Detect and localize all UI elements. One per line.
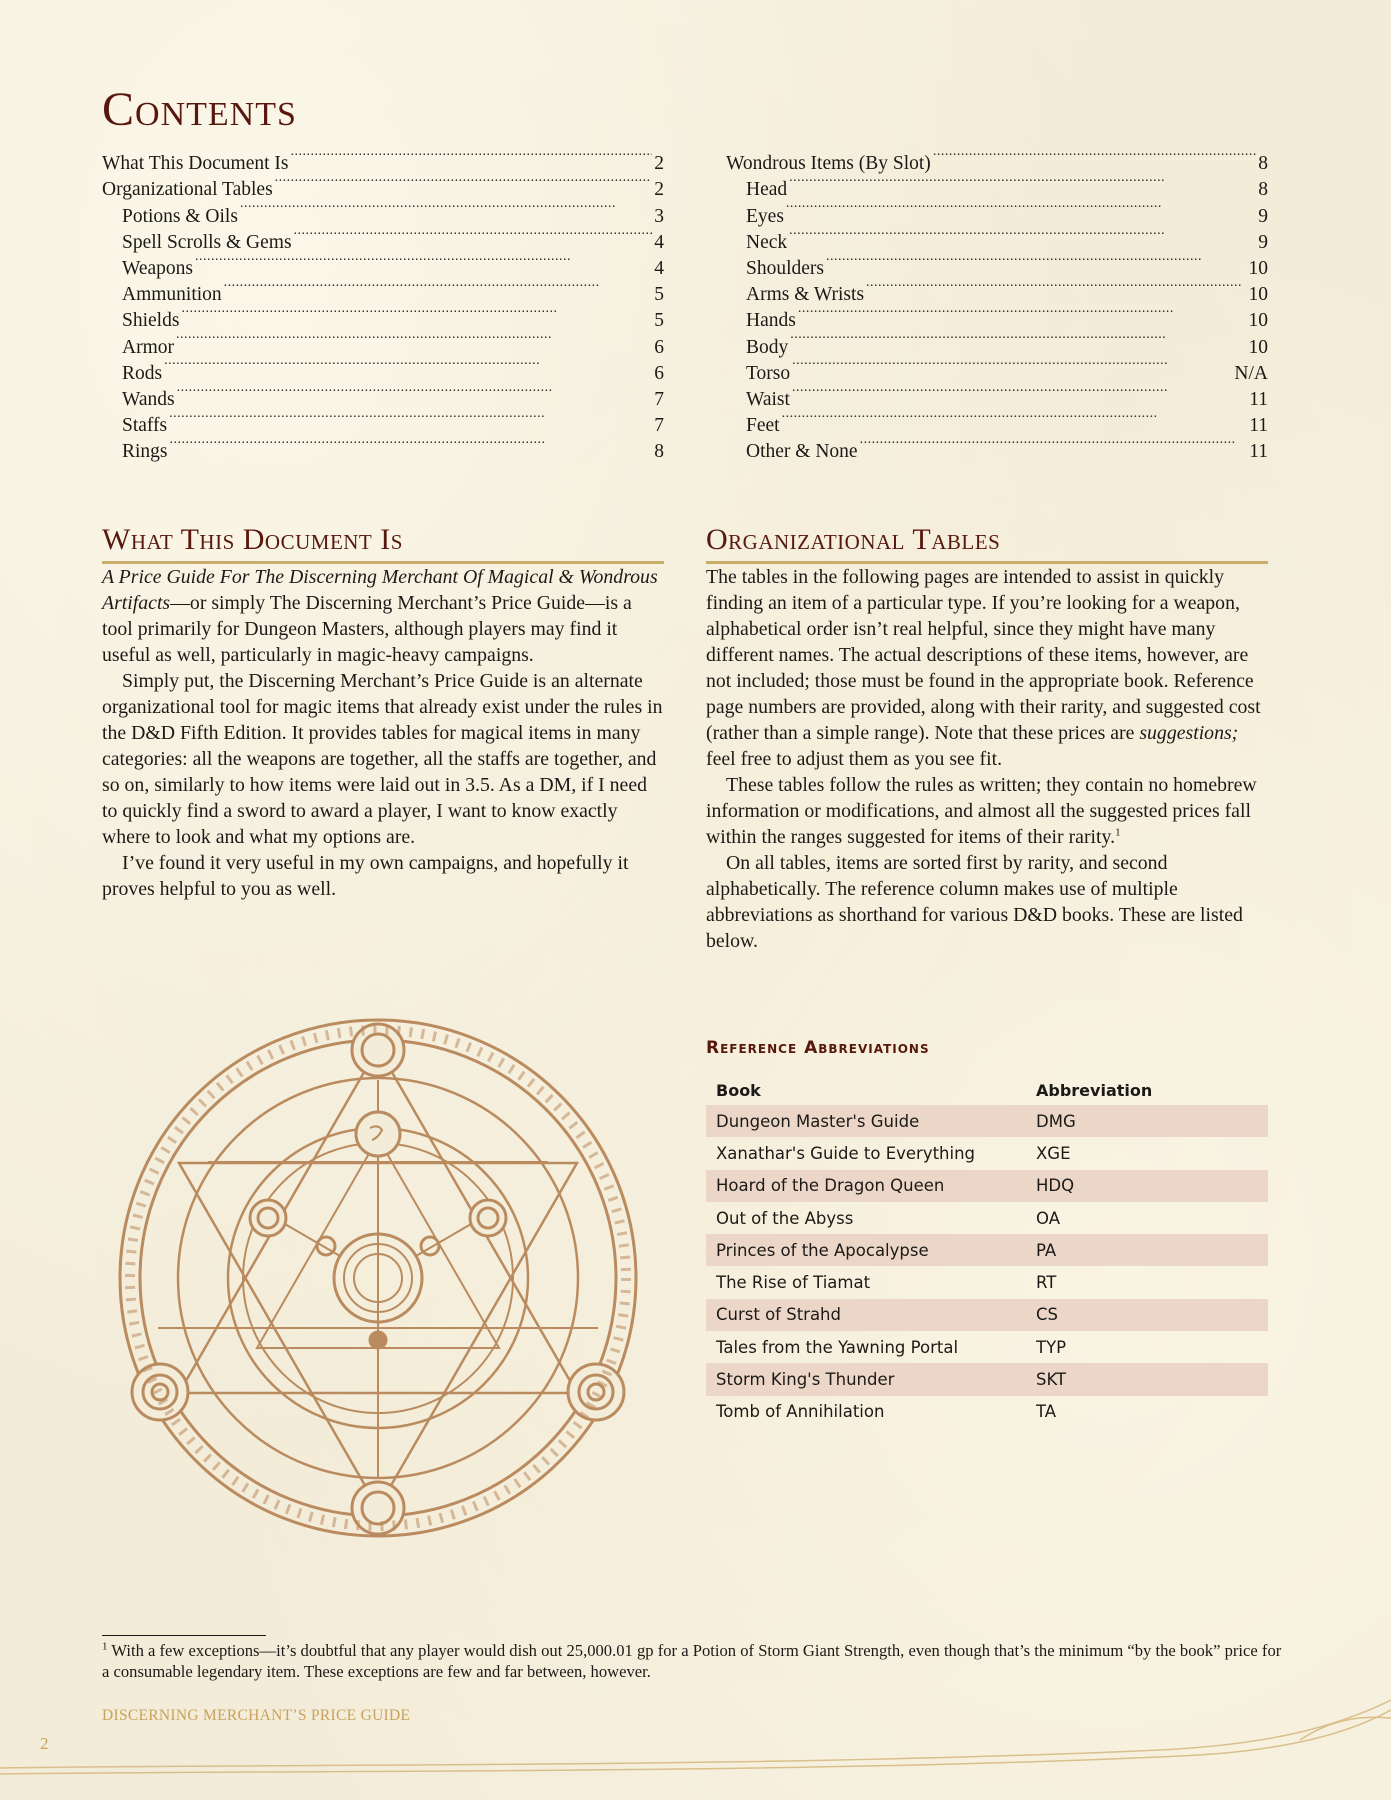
toc-entry-label: Armor (122, 336, 174, 358)
contents-title: Contents (102, 83, 297, 136)
what-paragraph-1-rest: —or simply The Discerning Merchant’s Price Guide—is a tool primarily for Dungeon Masters, although players may find it useful as well, particularly in magic-heavy campaigns. (102, 592, 632, 666)
toc-entry-label: Rings (122, 441, 168, 463)
abbreviation-cell: HDQ (1036, 1176, 1075, 1196)
toc-entry-label: Other & None (746, 441, 858, 463)
toc-entry-page: 3 (654, 205, 664, 227)
toc-entry-label: What This Document Is (102, 153, 289, 175)
book-cell: Hoard of the Dragon Queen (716, 1176, 945, 1196)
toc-leader-dots (826, 248, 1247, 274)
toc-entry-label: Ammunition (122, 284, 222, 306)
toc-left-column (102, 143, 664, 463)
toc-entry-label: Spell Scrolls & Gems (122, 231, 292, 253)
table-row (706, 1202, 1268, 1234)
toc-entry-label: Neck (746, 231, 788, 253)
footnote-number: 1 (102, 1640, 108, 1653)
toc-entry-label: Torso (746, 362, 791, 384)
toc-leader-dots (290, 143, 652, 169)
toc-entry[interactable] (102, 431, 664, 463)
abbreviation-cell: CS (1036, 1305, 1058, 1325)
toc-entry[interactable] (726, 248, 1268, 279)
toc-entry-label: Feet (746, 415, 780, 437)
toc-entry[interactable] (102, 143, 664, 175)
toc-leader-dots (789, 169, 1256, 195)
toc-entry-page: 11 (1249, 415, 1268, 437)
book-cell: Out of the Abyss (716, 1208, 854, 1228)
toc-leader-dots (860, 431, 1248, 457)
toc-entry-page: 5 (654, 284, 664, 306)
footnote-marker[interactable]: 1 (1115, 826, 1121, 839)
toc-entry-label: Wondrous Items (By Slot) (726, 153, 931, 175)
toc-entry[interactable] (102, 353, 664, 384)
toc-entry[interactable] (726, 353, 1268, 384)
toc-entry[interactable] (726, 431, 1268, 463)
org-paragraph-3: On all tables, items are sorted first by rarity, and second alphabetically. The reference column makes use of multiple abbreviations as shorthand for various D&D books. These are listed below. (706, 852, 1243, 952)
toc-leader-dots (866, 274, 1246, 300)
toc-entry-page: 11 (1249, 388, 1268, 410)
toc-entry-label: Shoulders (746, 257, 824, 279)
toc-entry-label: Weapons (122, 257, 193, 279)
toc-entry-page: 6 (654, 336, 664, 358)
organizational-tables-body (706, 564, 1268, 954)
suggestions-italic: suggestions; (1139, 722, 1239, 744)
table-row (706, 1331, 1268, 1363)
toc-leader-dots (240, 195, 652, 221)
toc-entry[interactable] (726, 222, 1268, 253)
table-row (706, 1299, 1268, 1331)
toc-entry[interactable] (726, 326, 1268, 358)
table-row (706, 1234, 1268, 1266)
toc-leader-dots (792, 353, 1232, 379)
footnote-text: With a few exceptions—it’s doubtful that any player would dish out 25,000.01 gp for a Potion of Storm Giant Strength, even though that’s the minimum “by the book” price for a consumable legendary item. These exceptions are few and far between, however. (102, 1641, 1282, 1681)
toc-entry-label: Staffs (122, 415, 168, 437)
toc-entry[interactable] (102, 326, 664, 358)
toc-entry-label: Organizational Tables (102, 179, 273, 201)
toc-entry-label: Head (746, 179, 788, 201)
footer-title: DISCERNING MERCHANT’S PRICE GUIDE (102, 1707, 411, 1724)
toc-entry-page: 8 (1258, 153, 1268, 175)
table-row (706, 1170, 1268, 1202)
toc-entry[interactable] (726, 405, 1268, 437)
what-this-document-is-body (102, 564, 664, 902)
toc-entry[interactable] (726, 143, 1268, 175)
org-paragraph-1-b: feel free to adjust them as you see fit. (706, 748, 1003, 770)
toc-leader-dots (294, 222, 653, 248)
organizational-tables-title: Organizational Tables (706, 525, 1268, 564)
toc-entry-page: 7 (654, 415, 664, 437)
toc-entry[interactable] (726, 379, 1268, 410)
column-header-abbreviation: Abbreviation (1036, 1080, 1153, 1100)
toc-entry-page: 10 (1248, 284, 1268, 306)
toc-entry-label: Eyes (746, 205, 784, 227)
toc-entry[interactable] (102, 300, 664, 332)
toc-entry-page: 10 (1248, 257, 1268, 279)
toc-entry-page: 2 (654, 179, 664, 201)
book-cell: Dungeon Master's Guide (716, 1111, 920, 1131)
toc-entry-label: Body (746, 336, 789, 358)
book-cell: The Rise of Tiamat (716, 1273, 871, 1293)
footnote-divider (102, 1635, 266, 1636)
toc-entry-page: 10 (1248, 310, 1268, 332)
book-cell: Tales from the Yawning Portal (716, 1337, 959, 1357)
toc-leader-dots (933, 143, 1256, 169)
toc-entry-label: Wands (122, 388, 175, 410)
toc-entry-page: 9 (1258, 231, 1268, 253)
reference-abbreviations-title: Reference Abbreviations (706, 1038, 930, 1058)
table-row (706, 1266, 1268, 1298)
footnote (102, 1640, 1282, 1682)
abbreviation-cell: RT (1036, 1273, 1057, 1293)
table-row (706, 1137, 1268, 1169)
toc-leader-dots (790, 326, 1246, 352)
org-paragraph-2 (706, 772, 1268, 850)
toc-leader-dots (169, 405, 652, 431)
book-cell: Xanathar's Guide to Everything (716, 1143, 976, 1163)
toc-leader-dots (792, 379, 1247, 405)
toc-entry-label: Shields (122, 310, 180, 332)
abbreviation-cell: OA (1036, 1208, 1060, 1228)
column-header-book: Book (716, 1080, 761, 1100)
table-row (706, 1105, 1268, 1137)
toc-entry-label: Potions & Oils (122, 205, 238, 227)
toc-entry-page: N/A (1234, 362, 1268, 384)
toc-right-column (726, 143, 1268, 463)
org-paragraph-2-text: These tables follow the rules as written; they contain no homebrew information or modifications, and almost all the suggested prices fall within the ranges suggested for items of their rarity. (706, 774, 1257, 848)
what-paragraph-1 (102, 564, 664, 668)
page-number: 2 (40, 1734, 49, 1753)
abbreviation-cell: SKT (1036, 1370, 1067, 1390)
toc-leader-dots (275, 169, 653, 195)
what-this-document-is-title: What This Document Is (102, 525, 664, 564)
toc-entry[interactable] (726, 300, 1268, 332)
toc-leader-dots (195, 248, 652, 274)
toc-entry-page: 6 (654, 362, 664, 384)
toc-leader-dots (786, 195, 1256, 221)
book-cell: Storm King's Thunder (716, 1370, 895, 1390)
toc-leader-dots (177, 379, 653, 405)
toc-leader-dots (798, 300, 1247, 326)
toc-entry-label: Hands (746, 310, 796, 332)
toc-entry[interactable] (726, 169, 1268, 201)
toc-entry-label: Rods (122, 362, 163, 384)
toc-entry-label: Arms & Wrists (746, 284, 865, 306)
abbreviation-cell: PA (1036, 1240, 1057, 1260)
arcane-circle-icon (118, 1010, 658, 1550)
reference-abbreviations-table (706, 1075, 1268, 1428)
toc-leader-dots (782, 405, 1248, 431)
toc-entry-page: 5 (654, 310, 664, 332)
toc-leader-dots (170, 431, 653, 457)
guide-title-italic: A Price Guide For The Discerning Merchant Of Magical & Wondrous Artifacts (102, 566, 658, 614)
toc-entry-page: 9 (1258, 205, 1268, 227)
toc-leader-dots (789, 222, 1256, 248)
abbreviation-cell: TA (1036, 1402, 1057, 1422)
abbreviation-cell: TYP (1036, 1337, 1067, 1357)
book-cell: Curst of Strahd (716, 1305, 841, 1325)
toc-entry[interactable] (102, 379, 664, 410)
abbreviation-cell: DMG (1036, 1111, 1076, 1131)
toc-entry-page: 4 (654, 231, 664, 253)
toc-entry-page: 10 (1248, 336, 1268, 358)
toc-leader-dots (164, 353, 652, 379)
toc-entry-page: 8 (654, 441, 664, 463)
org-paragraph-1 (706, 564, 1268, 772)
toc-entry-page: 2 (654, 153, 664, 175)
toc-leader-dots (224, 274, 653, 300)
table-row (706, 1396, 1268, 1428)
org-paragraph-1-a: The tables in the following pages are intended to assist in quickly finding an item of a particular type. If you’re looking for a weapon, alphabetical order isn’t real helpful, since they might have many different names. The actual descriptions of these items, however, are not included; those must be found in the appropriate book. Reference page numbers are provided, along with their rarity, and suggested cost (rather than a simple range). Note that these prices are (706, 566, 1261, 744)
toc-entry-page: 7 (654, 388, 664, 410)
abbreviation-cell: XGE (1036, 1143, 1071, 1163)
what-paragraph-2: Simply put, the Discerning Merchant’s Price Guide is an alternate organizational tool for magic items that already exist under the rules in the D&D Fifth Edition. It provides tables for magical items in many categories: all the weapons are together, all the staffs are together, and so on, similarly to how items were laid out in 3.5. As a DM, if I need to quickly find a sword to award a player, I want to know exactly where to look and what my options are. (102, 670, 663, 848)
what-paragraph-3: I’ve found it very useful in my own campaigns, and hopefully it proves helpful to you as well. (102, 852, 629, 900)
toc-entry-page: 4 (654, 257, 664, 279)
table-header-row (706, 1075, 1268, 1105)
toc-leader-dots (176, 326, 652, 352)
book-cell: Tomb of Annihilation (716, 1402, 885, 1422)
toc-entry[interactable] (726, 195, 1268, 227)
table-row (706, 1363, 1268, 1395)
toc-entry-label: Waist (746, 388, 790, 410)
toc-entry-page: 11 (1249, 441, 1268, 463)
toc-entry[interactable] (102, 405, 664, 437)
book-cell: Princes of the Apocalypse (716, 1240, 929, 1260)
toc-entry-page: 8 (1258, 179, 1268, 201)
toc-leader-dots (181, 300, 652, 326)
